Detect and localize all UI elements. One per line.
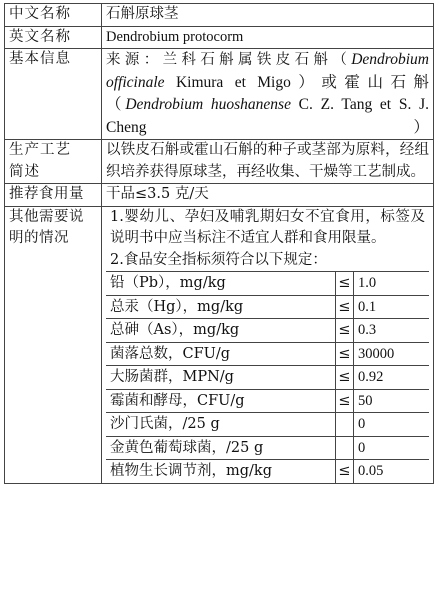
note-2: 2.食品安全指标须符合以下规定： xyxy=(110,251,327,268)
value-english-name: Dendrobium protocorm xyxy=(102,26,434,49)
safety-limit: 0 xyxy=(354,413,430,437)
species-huoshanense: Dendrobium huoshanense xyxy=(125,96,291,113)
safety-item: 总砷（As），mg/kg xyxy=(106,319,336,343)
safety-item: 霉菌和酵母，CFU/g xyxy=(106,389,336,413)
basic-text-2: Kimura et Migo）或霍山石斛（ xyxy=(106,73,429,113)
label-chinese-name: 中文名称 xyxy=(5,4,102,27)
safety-item: 大肠菌群，MPN/g xyxy=(106,366,336,390)
safety-item: 铅（Pb），mg/kg xyxy=(106,272,336,296)
value-other xyxy=(102,206,434,483)
document xyxy=(4,3,434,484)
safety-limit: 0 xyxy=(354,436,430,460)
safety-row xyxy=(106,389,429,413)
safety-limit: 0.92 xyxy=(354,366,430,390)
safety-item: 菌落总数，CFU/g xyxy=(106,342,336,366)
safety-row xyxy=(106,366,429,390)
safety-operator xyxy=(336,436,354,460)
safety-item: 植物生长调节剂，mg/kg xyxy=(106,460,336,483)
label-process-line1: 生产工艺 xyxy=(9,142,71,158)
label-intake: 推荐食用量 xyxy=(5,184,102,207)
row-process xyxy=(5,140,434,184)
safety-row xyxy=(106,460,429,483)
row-other xyxy=(5,206,434,483)
row-chinese-name xyxy=(5,4,434,27)
basic-text-3: C. Z. Tang et S. J. Cheng） xyxy=(106,96,429,136)
safety-row xyxy=(106,272,429,296)
value-chinese-name: 石斛原球茎 xyxy=(102,4,434,27)
safety-limit: 50 xyxy=(354,389,430,413)
safety-item: 金黄色葡萄球菌，/25 g xyxy=(106,436,336,460)
value-basic-info xyxy=(102,49,434,140)
safety-operator: ≤ xyxy=(336,295,354,319)
value-intake: 干品≤3.5 克/天 xyxy=(102,184,434,207)
safety-row xyxy=(106,436,429,460)
label-other-line2: 明的情况 xyxy=(9,230,69,246)
species-officinale: Dendrobium officinale xyxy=(106,51,429,91)
safety-indicator-table xyxy=(106,271,429,483)
label-process xyxy=(5,140,102,184)
safety-operator xyxy=(336,413,354,437)
safety-operator: ≤ xyxy=(336,342,354,366)
safety-limit: 30000 xyxy=(354,342,430,366)
safety-operator: ≤ xyxy=(336,272,354,296)
safety-row xyxy=(106,413,429,437)
spec-table xyxy=(4,3,434,484)
label-basic-info: 基本信息 xyxy=(5,49,102,140)
row-intake xyxy=(5,184,434,207)
safety-limit: 1.0 xyxy=(354,272,430,296)
note-1: 1.婴幼儿、孕妇及哺乳期妇女不宜食用，标签及说明书中应当标注不适宜人群和食用限量。 xyxy=(110,208,425,246)
safety-row xyxy=(106,295,429,319)
safety-operator: ≤ xyxy=(336,319,354,343)
safety-limit: 0.05 xyxy=(354,460,430,483)
safety-operator: ≤ xyxy=(336,366,354,390)
label-other xyxy=(5,206,102,483)
row-basic-info xyxy=(5,49,434,140)
safety-limit: 0.3 xyxy=(354,319,430,343)
safety-item: 沙门氏菌，/25 g xyxy=(106,413,336,437)
safety-item: 总汞（Hg），mg/kg xyxy=(106,295,336,319)
safety-row xyxy=(106,319,429,343)
label-other-line1: 其他需要说 xyxy=(9,208,84,225)
safety-operator: ≤ xyxy=(336,460,354,483)
safety-operator: ≤ xyxy=(336,389,354,413)
basic-text-1: 来源：兰科石斛属铁皮石斛（ xyxy=(106,52,352,68)
row-english-name xyxy=(5,26,434,49)
label-english-name: 英文名称 xyxy=(5,26,102,49)
safety-row xyxy=(106,342,429,366)
safety-limit: 0.1 xyxy=(354,295,430,319)
label-process-line2: 简述 xyxy=(9,163,40,180)
value-process: 以铁皮石斛或霍山石斛的种子或茎部为原料，经组织培养获得原球茎，再经收集、干燥等工艺制成。 xyxy=(102,140,434,184)
